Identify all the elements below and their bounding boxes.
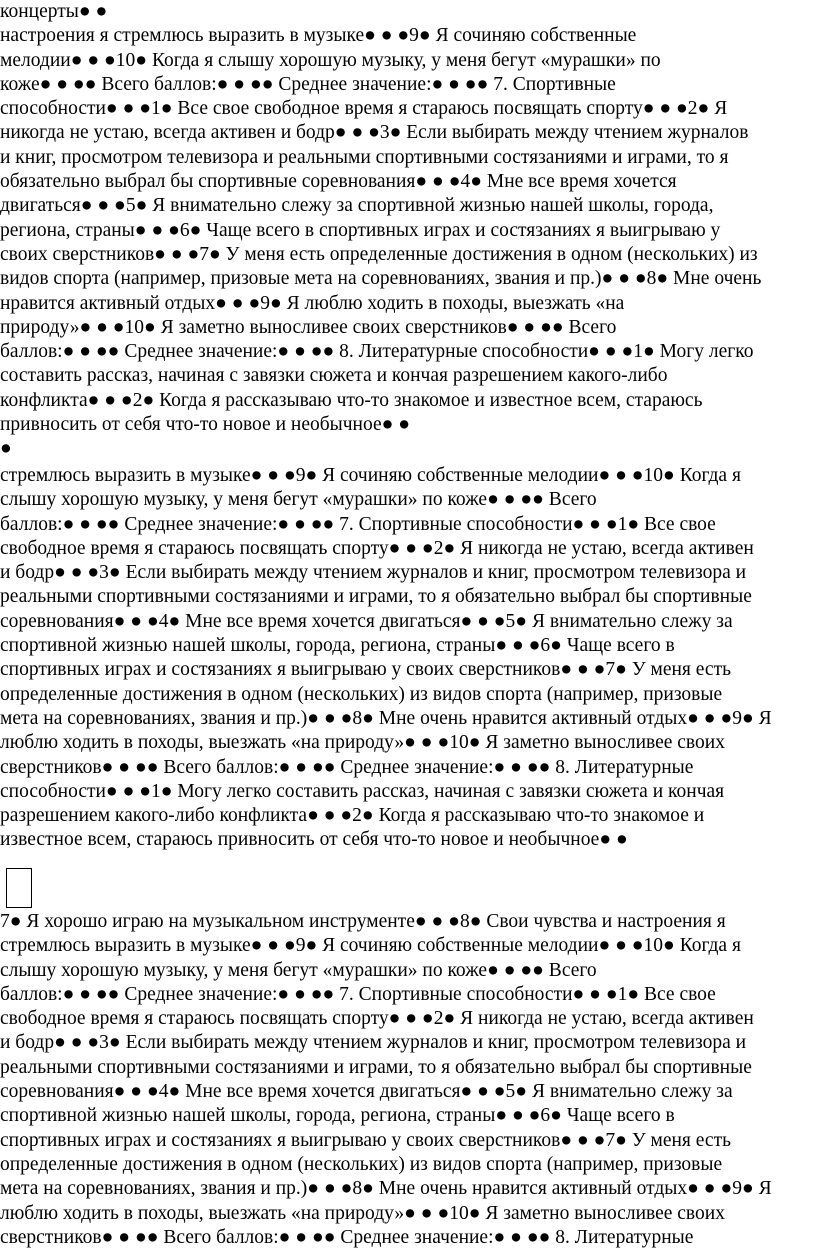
text-block-2 <box>0 464 812 853</box>
text-line: сверстников● ● ●● Всего баллов:● ● ●● Среднее значение:● ● ●● 8. Литературные <box>0 756 694 778</box>
text-line: и бодр● ● ●3● Если выбирать между чтением журналов и книг, просмотром телевизора и <box>0 562 747 584</box>
text-line: мелодии● ● ●10● Когда я слышу хорошую музыку, у меня бегут «мурашки» по <box>0 49 661 71</box>
text-line: никогда не устаю, всегда активен и бодр● ● ●3● Если выбирать между чтением журналов <box>0 122 749 144</box>
text-line: нравится активный отдых● ● ●9● Я люблю ходить в походы, выезжать «на <box>0 292 625 314</box>
text-line: определенные достижения в одном (нескольких) из видов спорта (например, призовые <box>0 683 723 705</box>
text-line: 7● Я хорошо играю на музыкальном инструменте● ● ●8● Свои чувства и настроения я <box>0 911 726 932</box>
text-line: баллов:● ● ●● Среднее значение:● ● ●● 7. Спортивные способности● ● ●1● Все свое <box>0 983 716 1005</box>
text-line: спортивных играх и состязаниях я выигрываю у своих сверстников● ● ●7● У меня есть <box>0 659 731 681</box>
text-line: реальными спортивными состязаниями и играми, то я обязательно выбрал бы спортивные <box>0 586 752 608</box>
text-line: привносить от себя что-то новое и необычное● ● <box>0 414 411 436</box>
text-line: люблю ходить в походы, выезжать «на природу»● ● ●10● Я заметно выносливее своих <box>0 1202 725 1224</box>
text-line: и бодр● ● ●3● Если выбирать между чтением журналов и книг, просмотром телевизора и <box>0 1032 747 1054</box>
text-line: спортивной жизнью нашей школы, города, региона, страны● ● ●6● Чаще всего в <box>0 635 675 657</box>
text-line: соревнования● ● ●4● Мне все время хочется двигаться● ● ●5● Я внимательно слежу за <box>0 1081 733 1103</box>
text-line: слышу хорошую музыку, у меня бегут «мурашки» по коже● ● ●● Всего <box>0 489 597 511</box>
image-placeholder-box <box>6 868 32 908</box>
text-line: концерты● ● <box>0 1 108 22</box>
text-line: региона, страны● ● ●6● Чаще всего в спортивных играх и состязаниях я выигрываю у <box>0 219 721 241</box>
text-line: способности● ● ●1● Все свое свободное время я стараюсь посвящать спорту● ● ●2● Я <box>0 98 728 120</box>
text-line: свободное время я стараюсь посвящать спорту● ● ●2● Я никогда не устаю, всегда активен <box>0 537 754 559</box>
text-line: определенные достижения в одном (нескольких) из видов спорта (например, призовые <box>0 1153 723 1175</box>
text-line: спортивной жизнью нашей школы, города, региона, страны● ● ●6● Чаще всего в <box>0 1105 675 1127</box>
text-block-1 <box>0 0 812 462</box>
text-line: стремлюсь выразить в музыке● ● ●9● Я сочиняю собственные мелодии● ● ●10● Когда я <box>0 465 741 486</box>
text-line: известное всем, стараюсь привносить от себя что-то новое и необычное● ● <box>0 829 628 851</box>
text-line: сверстников● ● ●● Всего баллов:● ● ●● Среднее значение:● ● ●● 8. Литературные <box>0 1226 694 1248</box>
text-line: слышу хорошую музыку, у меня бегут «мурашки» по коже● ● ●● Всего <box>0 959 597 981</box>
text-line: реальными спортивными состязаниями и играми, то я обязательно выбрал бы спортивные <box>0 1056 752 1078</box>
text-line: разрешением какого-либо конфликта● ● ●2● Когда я рассказываю что-то знакомое и <box>0 805 705 827</box>
text-line: видов спорта (например, призовые мета на соревнованиях, звания и пр.)● ● ●8● Мне очень <box>0 268 762 290</box>
text-line: соревнования● ● ●4● Мне все время хочется двигаться● ● ●5● Я внимательно слежу за <box>0 610 733 632</box>
text-line: мета на соревнованиях, звания и пр.)● ● ●8● Мне очень нравится активный отдых● ● ●9● Я <box>0 1178 772 1200</box>
text-line: двигаться● ● ●5● Я внимательно слежу за спортивной жизнью нашей школы, города, <box>0 195 714 217</box>
text-line: свободное время я стараюсь посвящать спорту● ● ●2● Я никогда не устаю, всегда активен <box>0 1008 754 1030</box>
text-line: способности● ● ●1● Могу легко составить рассказ, начиная с завязки сюжета и кончая <box>0 780 725 802</box>
text-line: обязательно выбрал бы спортивные соревнования● ● ●4● Мне все время хочется <box>0 171 677 193</box>
text-line: конфликта● ● ●2● Когда я рассказываю что-то знакомое и известное всем, стараюсь <box>0 389 703 411</box>
text-line: настроения я стремлюсь выразить в музыке● ● ●9● Я сочиняю собственные <box>0 25 637 47</box>
text-line: природу»● ● ●10● Я заметно выносливее своих сверстников● ● ●● Всего <box>0 316 617 338</box>
text-block-3 <box>0 910 812 1250</box>
text-line: баллов:● ● ●● Среднее значение:● ● ●● 8. Литературные способности● ● ●1● Могу легко <box>0 341 754 363</box>
text-line: своих сверстников● ● ●7● У меня есть определенные достижения в одном (нескольких) из <box>0 243 758 265</box>
text-line: составить рассказ, начиная с завязки сюжета и кончая разрешением какого-либо <box>0 365 668 387</box>
text-line: стремлюсь выразить в музыке● ● ●9● Я сочиняю собственные мелодии● ● ●10● Когда я <box>0 935 741 957</box>
text-line: баллов:● ● ●● Среднее значение:● ● ●● 7. Спортивные способности● ● ●1● Все свое <box>0 513 716 535</box>
text-line: люблю ходить в походы, выезжать «на природу»● ● ●10● Я заметно выносливее своих <box>0 732 725 754</box>
text-line: спортивных играх и состязаниях я выигрываю у своих сверстников● ● ●7● У меня есть <box>0 1129 731 1151</box>
text-line: коже● ● ●● Всего баллов:● ● ●● Среднее значение:● ● ●● 7. Спортивные <box>0 73 616 95</box>
text-line: мета на соревнованиях, звания и пр.)● ● ●8● Мне очень нравится активный отдых● ● ●9● Я <box>0 707 772 729</box>
bullet-dot: ● <box>0 438 12 460</box>
text-line: и книг, просмотром телевизора и реальными спортивными состязаниями и играми, то я <box>0 146 729 168</box>
